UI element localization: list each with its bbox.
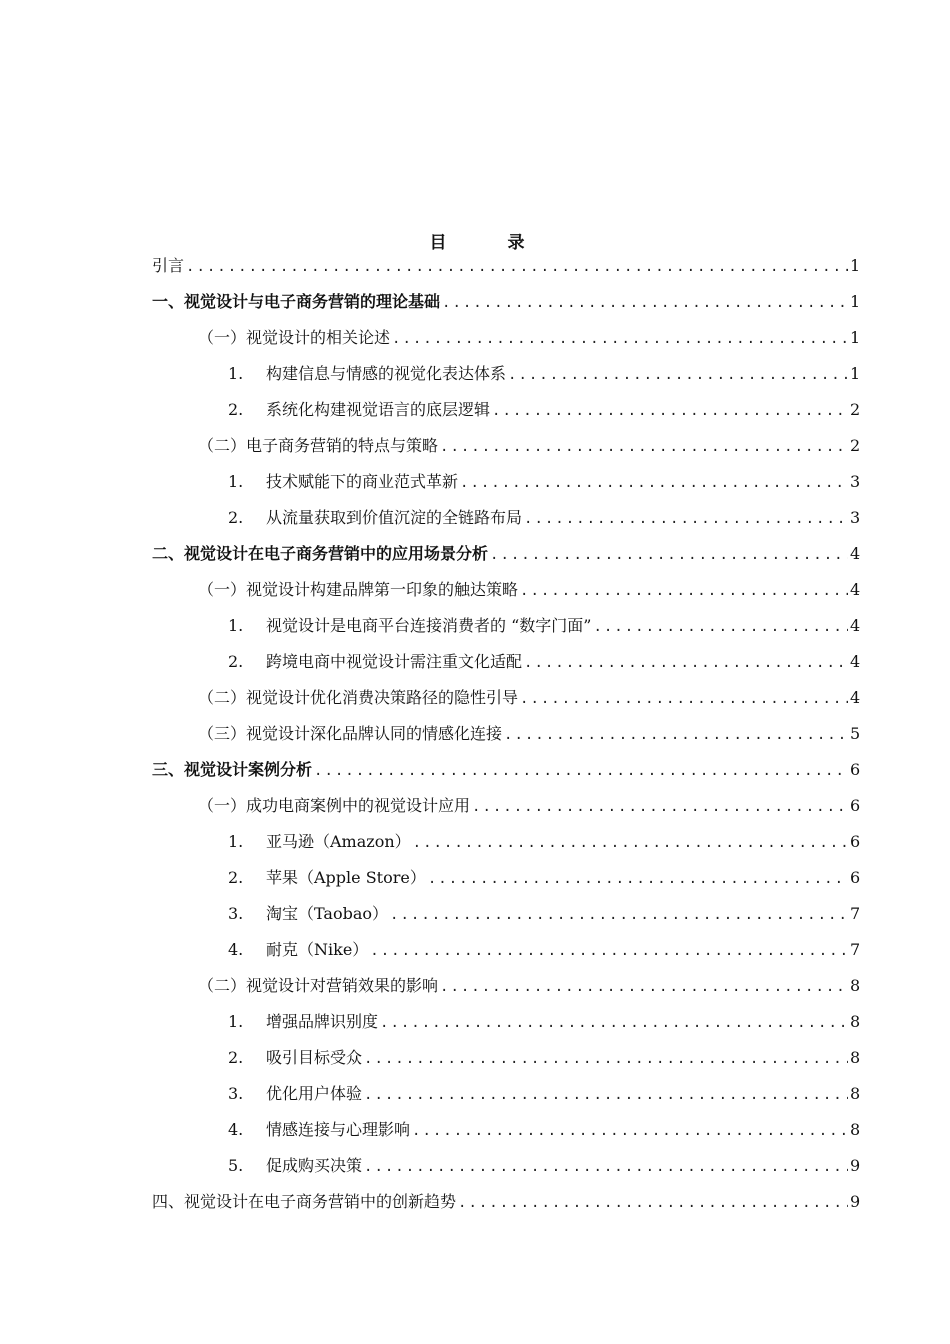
toc-entry-label [228, 904, 388, 924]
toc-entry-text: 二、视觉设计在电子商务营销中的应用场景分析 [152, 544, 489, 563]
toc-entry-label [228, 940, 368, 960]
toc-entry-number: 2. [228, 868, 244, 887]
toc-entry-text: 吸引目标受众 [266, 1048, 363, 1067]
toc-entry-text: （一）视觉设计构建品牌第一印象的触达策略 [198, 580, 519, 599]
toc-page-number: 5 [850, 724, 861, 743]
toc-entry-text: （二）视觉设计优化消费决策路径的隐性引导 [198, 688, 519, 707]
toc-entry[interactable] [152, 750, 860, 786]
toc-entry-text: 四、视觉设计在电子商务营销中的创新趋势 [152, 1192, 457, 1211]
toc-entry[interactable] [152, 1110, 860, 1146]
toc-entry-text: 增强品牌识别度 [266, 1012, 379, 1031]
toc-entry-label [228, 1156, 362, 1176]
toc-entry[interactable] [152, 894, 860, 930]
toc-entry-label [228, 508, 522, 528]
toc-entry-number: 1. [228, 1012, 244, 1031]
toc-page-number: 8 [850, 976, 861, 995]
toc-page-number: 4 [850, 544, 861, 563]
toc-entry[interactable] [152, 1038, 860, 1074]
toc-entry-text: （一）视觉设计的相关论述 [198, 328, 391, 347]
toc-entry[interactable] [152, 822, 860, 858]
toc-entry-label [228, 832, 411, 852]
toc-dot-leader [413, 834, 848, 852]
toc-entry-number: 4. [228, 940, 244, 959]
toc-entry-text: 系统化构建视觉语言的底层逻辑 [266, 400, 491, 419]
toc-entry-label [228, 1012, 378, 1032]
toc-entry-label [228, 868, 426, 888]
toc-dot-leader [472, 798, 848, 816]
toc-entry-number: 2. [228, 1048, 244, 1067]
toc-page-number: 1 [850, 292, 861, 311]
toc-entry-number: 2. [228, 652, 244, 671]
toc-dot-leader [186, 258, 848, 276]
toc-page-number: 3 [850, 472, 861, 491]
toc-page-number: 2 [850, 436, 861, 455]
toc-page-number: 2 [850, 400, 861, 419]
toc-entry-label [228, 616, 591, 636]
toc-page-number: 8 [850, 1048, 861, 1067]
toc-entry[interactable] [152, 606, 860, 642]
toc-page-number: 8 [850, 1084, 861, 1103]
toc-entry[interactable] [152, 318, 860, 354]
toc-entry[interactable] [152, 534, 860, 570]
toc-entry-number: 3. [228, 904, 244, 923]
toc-entry-label [198, 976, 438, 996]
toc-entry-label [228, 1048, 362, 1068]
toc-page-number: 1 [850, 328, 861, 347]
toc-page-number: 9 [850, 1192, 861, 1211]
toc-dot-leader [380, 1014, 848, 1032]
toc-entry-text: 亚马逊（Amazon） [266, 832, 411, 851]
toc-entry-number: 4. [228, 1120, 244, 1139]
toc-entry-number: 2. [228, 400, 244, 419]
toc-entry[interactable] [152, 426, 860, 462]
toc-entry[interactable] [152, 246, 860, 282]
toc-entry-text: 三、视觉设计案例分析 [152, 760, 313, 779]
toc-entry-text: 优化用户体验 [266, 1084, 363, 1103]
toc-page-number: 6 [850, 796, 861, 815]
toc-entry-text: 跨境电商中视觉设计需注重文化适配 [266, 652, 523, 671]
toc-dot-leader [492, 402, 848, 420]
toc-dot-leader [442, 294, 848, 312]
toc-page-number: 8 [850, 1120, 861, 1139]
toc-dot-leader [364, 1050, 848, 1068]
toc-entry[interactable] [152, 966, 860, 1002]
toc-entry-text: 从流量获取到价值沉淀的全链路布局 [266, 508, 523, 527]
toc-entry[interactable] [152, 678, 860, 714]
toc-dot-leader [440, 438, 848, 456]
toc-list [152, 246, 860, 1218]
toc-entry-label [228, 652, 522, 672]
toc-entry-label [198, 688, 518, 708]
toc-entry[interactable] [152, 786, 860, 822]
toc-entry-number: 3. [228, 1084, 244, 1103]
toc-entry-label [228, 1084, 362, 1104]
toc-entry[interactable] [152, 642, 860, 678]
toc-entry[interactable] [152, 354, 860, 390]
toc-entry-label [152, 760, 312, 780]
toc-dot-leader [364, 1158, 848, 1176]
toc-page-number: 6 [850, 760, 861, 779]
toc-dot-leader [390, 906, 848, 924]
toc-dot-leader [460, 474, 848, 492]
toc-dot-leader [520, 690, 848, 708]
toc-dot-leader [364, 1086, 848, 1104]
toc-entry-number: 1. [228, 472, 244, 491]
toc-entry-label [152, 1192, 456, 1212]
toc-page-number: 6 [850, 832, 861, 851]
toc-entry-text: 视觉设计是电商平台连接消费者的 “数字门面” [266, 616, 592, 635]
toc-entry-label [198, 580, 518, 600]
toc-dot-leader [520, 582, 848, 600]
toc-page-number: 4 [850, 616, 861, 635]
toc-entry[interactable] [152, 570, 860, 606]
toc-entry-label [198, 328, 390, 348]
toc-page-number: 7 [850, 904, 861, 923]
toc-page-number: 8 [850, 1012, 861, 1031]
toc-entry[interactable] [152, 1146, 860, 1182]
toc-page-number: 6 [850, 868, 861, 887]
toc-page-number: 4 [850, 652, 861, 671]
toc-page-number: 3 [850, 508, 861, 527]
toc-dot-leader [392, 330, 848, 348]
toc-entry-text: 技术赋能下的商业范式革新 [266, 472, 459, 491]
toc-entry-label [198, 796, 470, 816]
toc-entry-text: 耐克（Nike） [266, 940, 369, 959]
toc-entry[interactable] [152, 1002, 860, 1038]
toc-dot-leader [490, 546, 848, 564]
toc-entry-text: （三）视觉设计深化品牌认同的情感化连接 [198, 724, 503, 743]
toc-entry[interactable] [152, 390, 860, 426]
toc-dot-leader [508, 366, 848, 384]
toc-page-number: 9 [850, 1156, 861, 1175]
toc-entry[interactable] [152, 462, 860, 498]
toc-entry-number: 1. [228, 832, 244, 851]
toc-page-number: 1 [850, 364, 861, 383]
toc-entry-label [152, 544, 488, 564]
toc-dot-leader [412, 1122, 848, 1140]
toc-entry-label [152, 292, 440, 312]
toc-entry[interactable] [152, 1074, 860, 1110]
toc-dot-leader [524, 510, 848, 528]
toc-entry-label [228, 472, 458, 492]
toc-entry-text: 一、视觉设计与电子商务营销的理论基础 [152, 292, 441, 311]
toc-dot-leader [504, 726, 848, 744]
toc-entry-text: （二）视觉设计对营销效果的影响 [198, 976, 439, 995]
toc-entry-text: 构建信息与情感的视觉化表达体系 [266, 364, 507, 383]
toc-entry[interactable] [152, 282, 860, 318]
toc-entry-text: 情感连接与心理影响 [266, 1120, 411, 1139]
toc-entry-number: 5. [228, 1156, 244, 1175]
toc-page-number: 4 [850, 688, 861, 707]
toc-entry[interactable] [152, 930, 860, 966]
toc-entry-label [228, 1120, 410, 1140]
toc-entry-text: 淘宝（Taobao） [266, 904, 389, 923]
toc-page-number: 1 [850, 256, 861, 275]
toc-entry-label [228, 400, 490, 420]
toc-dot-leader [524, 654, 848, 672]
toc-entry-text: （二）电子商务营销的特点与策略 [198, 436, 439, 455]
toc-entry[interactable] [152, 714, 860, 750]
toc-dot-leader [428, 870, 848, 888]
toc-entry-text: （一）成功电商案例中的视觉设计应用 [198, 796, 471, 815]
toc-dot-leader [440, 978, 848, 996]
toc-entry[interactable] [152, 858, 860, 894]
toc-entry-label [198, 724, 502, 744]
toc-entry[interactable] [152, 498, 860, 534]
toc-entry-text: 引言 [152, 256, 185, 275]
toc-entry[interactable] [152, 1182, 860, 1218]
toc-entry-number: 1. [228, 364, 244, 383]
toc-dot-leader [458, 1194, 848, 1212]
toc-entry-label [228, 364, 506, 384]
toc-title: 目 录 [429, 233, 547, 253]
toc-entry-text: 苹果（Apple Store） [266, 868, 426, 887]
toc-dot-leader [370, 942, 848, 960]
toc-entry-number: 1. [228, 616, 244, 635]
toc-entry-number: 2. [228, 508, 244, 527]
toc-entry-label [198, 436, 438, 456]
toc-page-number: 7 [850, 940, 861, 959]
toc-entry-text: 促成购买决策 [266, 1156, 363, 1175]
toc-dot-leader [314, 762, 848, 780]
toc-entry-label [152, 256, 184, 276]
toc-page-number: 4 [850, 580, 861, 599]
toc-dot-leader [593, 618, 848, 636]
